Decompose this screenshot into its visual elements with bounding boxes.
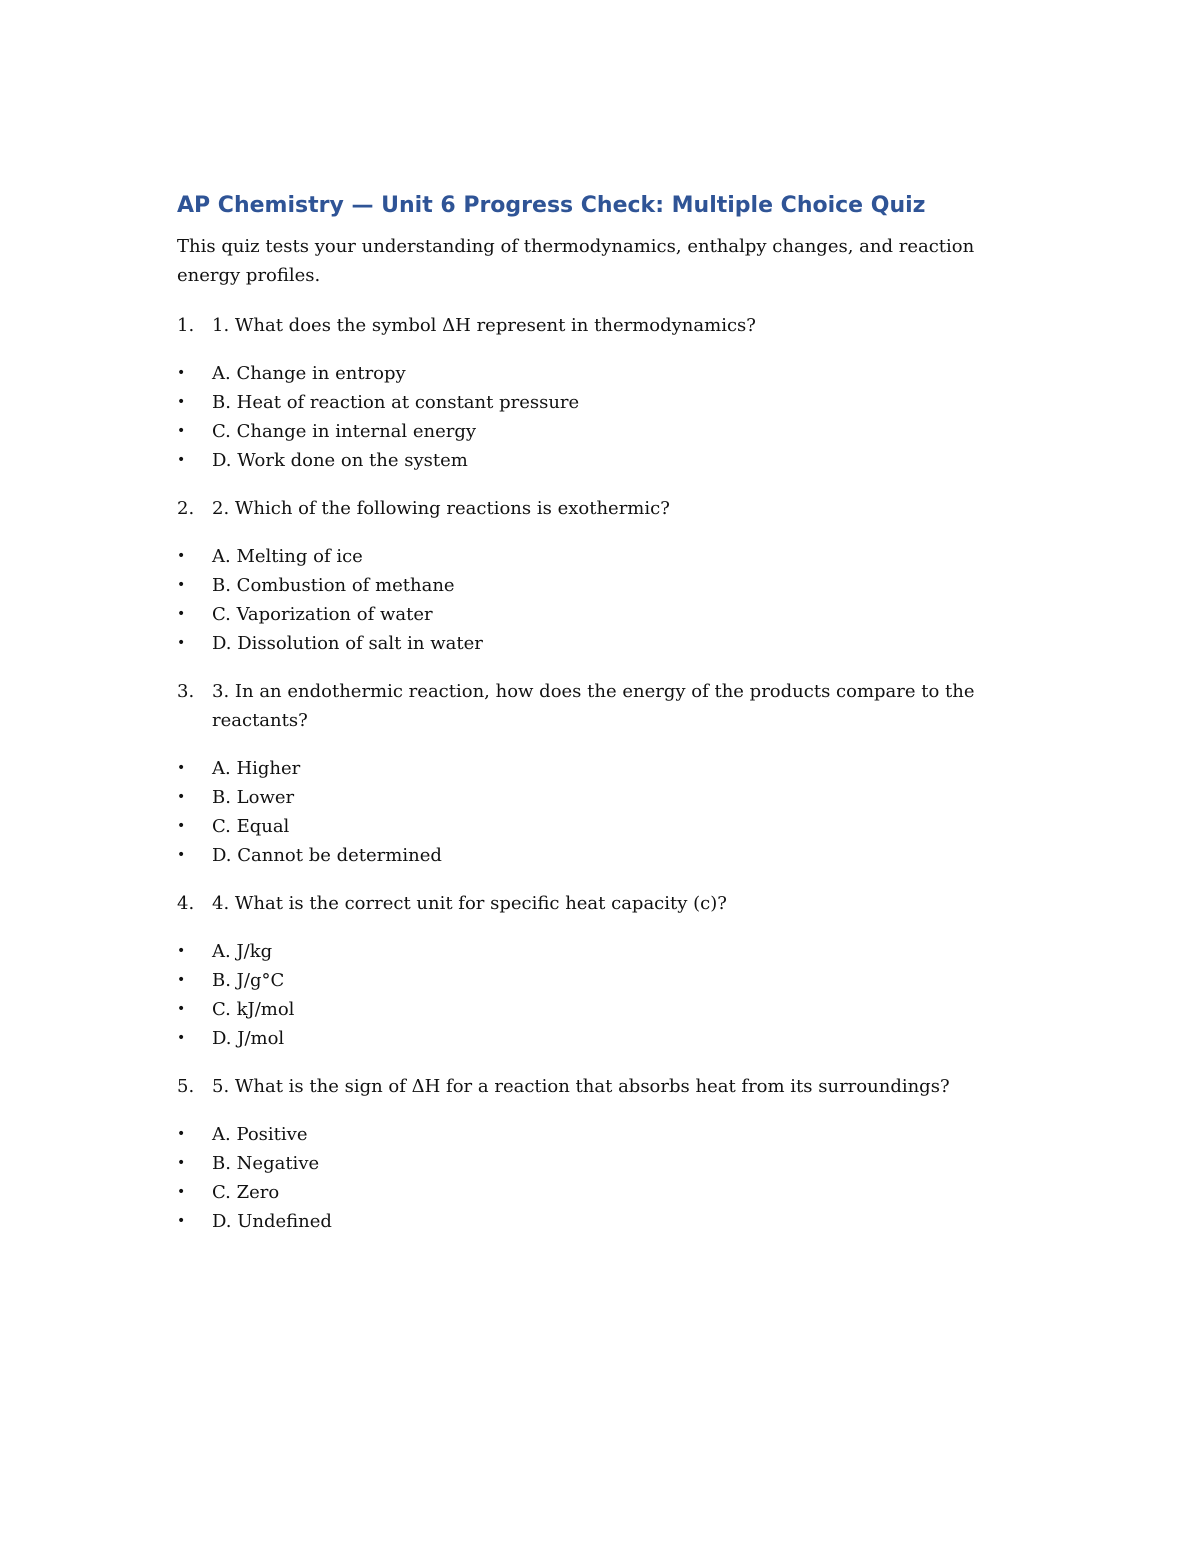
option-item [177, 571, 1007, 600]
bullet-icon: • [177, 943, 186, 959]
option-text: B. Lower [212, 787, 295, 808]
option-text: C. kJ/mol [212, 999, 295, 1020]
option-text: A. Positive [212, 1124, 308, 1145]
question-text: 5. What is the sign of ΔH for a reaction that absorbs heat from its surroundings? [212, 1076, 950, 1097]
bullet-icon: • [177, 606, 186, 622]
option-text: B. Combustion of methane [212, 575, 455, 596]
intro-paragraph: This quiz tests your understanding of thermodynamics, enthalpy changes, and reaction energy profiles. [177, 236, 975, 286]
option-text: B. Heat of reaction at constant pressure [212, 392, 580, 413]
option-item [177, 1024, 1007, 1053]
question-2 [177, 494, 1007, 523]
question-number: 2. [177, 498, 195, 519]
option-item [177, 446, 1007, 475]
option-text: B. J/g°C [212, 970, 285, 991]
bullet-icon: • [177, 394, 186, 410]
question-text: 2. Which of the following reactions is exothermic? [212, 498, 670, 519]
option-text: C. Vaporization of water [212, 604, 433, 625]
option-text: C. Change in internal energy [212, 421, 477, 442]
bullet-icon: • [177, 635, 186, 651]
bullet-icon: • [177, 1213, 186, 1229]
question-text: 1. What does the symbol ΔH represent in thermodynamics? [212, 315, 756, 336]
option-text: A. J/kg [212, 941, 273, 962]
option-item [177, 600, 1007, 629]
option-text: C. Zero [212, 1182, 280, 1203]
options-list-5 [177, 1120, 1007, 1236]
question-4 [177, 889, 1007, 918]
option-item [177, 937, 1007, 966]
option-item [177, 629, 1007, 658]
options-list-2 [177, 542, 1007, 658]
bullet-icon: • [177, 847, 186, 863]
option-item [177, 812, 1007, 841]
document-page [177, 190, 1007, 1255]
options-list-3 [177, 754, 1007, 870]
option-text: D. J/mol [212, 1028, 285, 1049]
bullet-icon: • [177, 365, 186, 381]
option-text: A. Higher [212, 758, 301, 779]
page-title: AP Chemistry — Unit 6 Progress Check: Multiple Choice Quiz [177, 193, 926, 218]
option-text: D. Dissolution of salt in water [212, 633, 483, 654]
question-1 [177, 311, 1007, 340]
option-item [177, 783, 1007, 812]
question-5 [177, 1072, 1007, 1101]
option-item [177, 417, 1007, 446]
question-number: 4. [177, 893, 195, 914]
option-text: D. Cannot be determined [212, 845, 442, 866]
question-number: 1. [177, 315, 195, 336]
option-item [177, 1149, 1007, 1178]
bullet-icon: • [177, 452, 186, 468]
option-item [177, 754, 1007, 783]
option-text: A. Change in entropy [212, 363, 406, 384]
option-item [177, 388, 1007, 417]
bullet-icon: • [177, 1126, 186, 1142]
option-item [177, 359, 1007, 388]
bullet-icon: • [177, 1155, 186, 1171]
bullet-icon: • [177, 760, 186, 776]
options-list-4 [177, 937, 1007, 1053]
option-item [177, 1207, 1007, 1236]
bullet-icon: • [177, 423, 186, 439]
option-item [177, 542, 1007, 571]
bullet-icon: • [177, 789, 186, 805]
bullet-icon: • [177, 1030, 186, 1046]
option-text: C. Equal [212, 816, 290, 837]
question-text: 4. What is the correct unit for specific heat capacity (c)? [212, 893, 727, 914]
question-number: 3. [177, 681, 195, 702]
bullet-icon: • [177, 548, 186, 564]
option-text: D. Undefined [212, 1211, 332, 1232]
option-item [177, 995, 1007, 1024]
option-item [177, 841, 1007, 870]
question-text: 3. In an endothermic reaction, how does the energy of the products compare to the reactants? [212, 681, 975, 731]
option-item [177, 966, 1007, 995]
bullet-icon: • [177, 1001, 186, 1017]
option-text: B. Negative [212, 1153, 320, 1174]
option-text: A. Melting of ice [212, 546, 363, 567]
question-3 [177, 677, 1007, 735]
bullet-icon: • [177, 972, 186, 988]
bullet-icon: • [177, 818, 186, 834]
question-number: 5. [177, 1076, 195, 1097]
options-list-1 [177, 359, 1007, 475]
option-text: D. Work done on the system [212, 450, 468, 471]
bullet-icon: • [177, 1184, 186, 1200]
option-item [177, 1120, 1007, 1149]
bullet-icon: • [177, 577, 186, 593]
option-item [177, 1178, 1007, 1207]
